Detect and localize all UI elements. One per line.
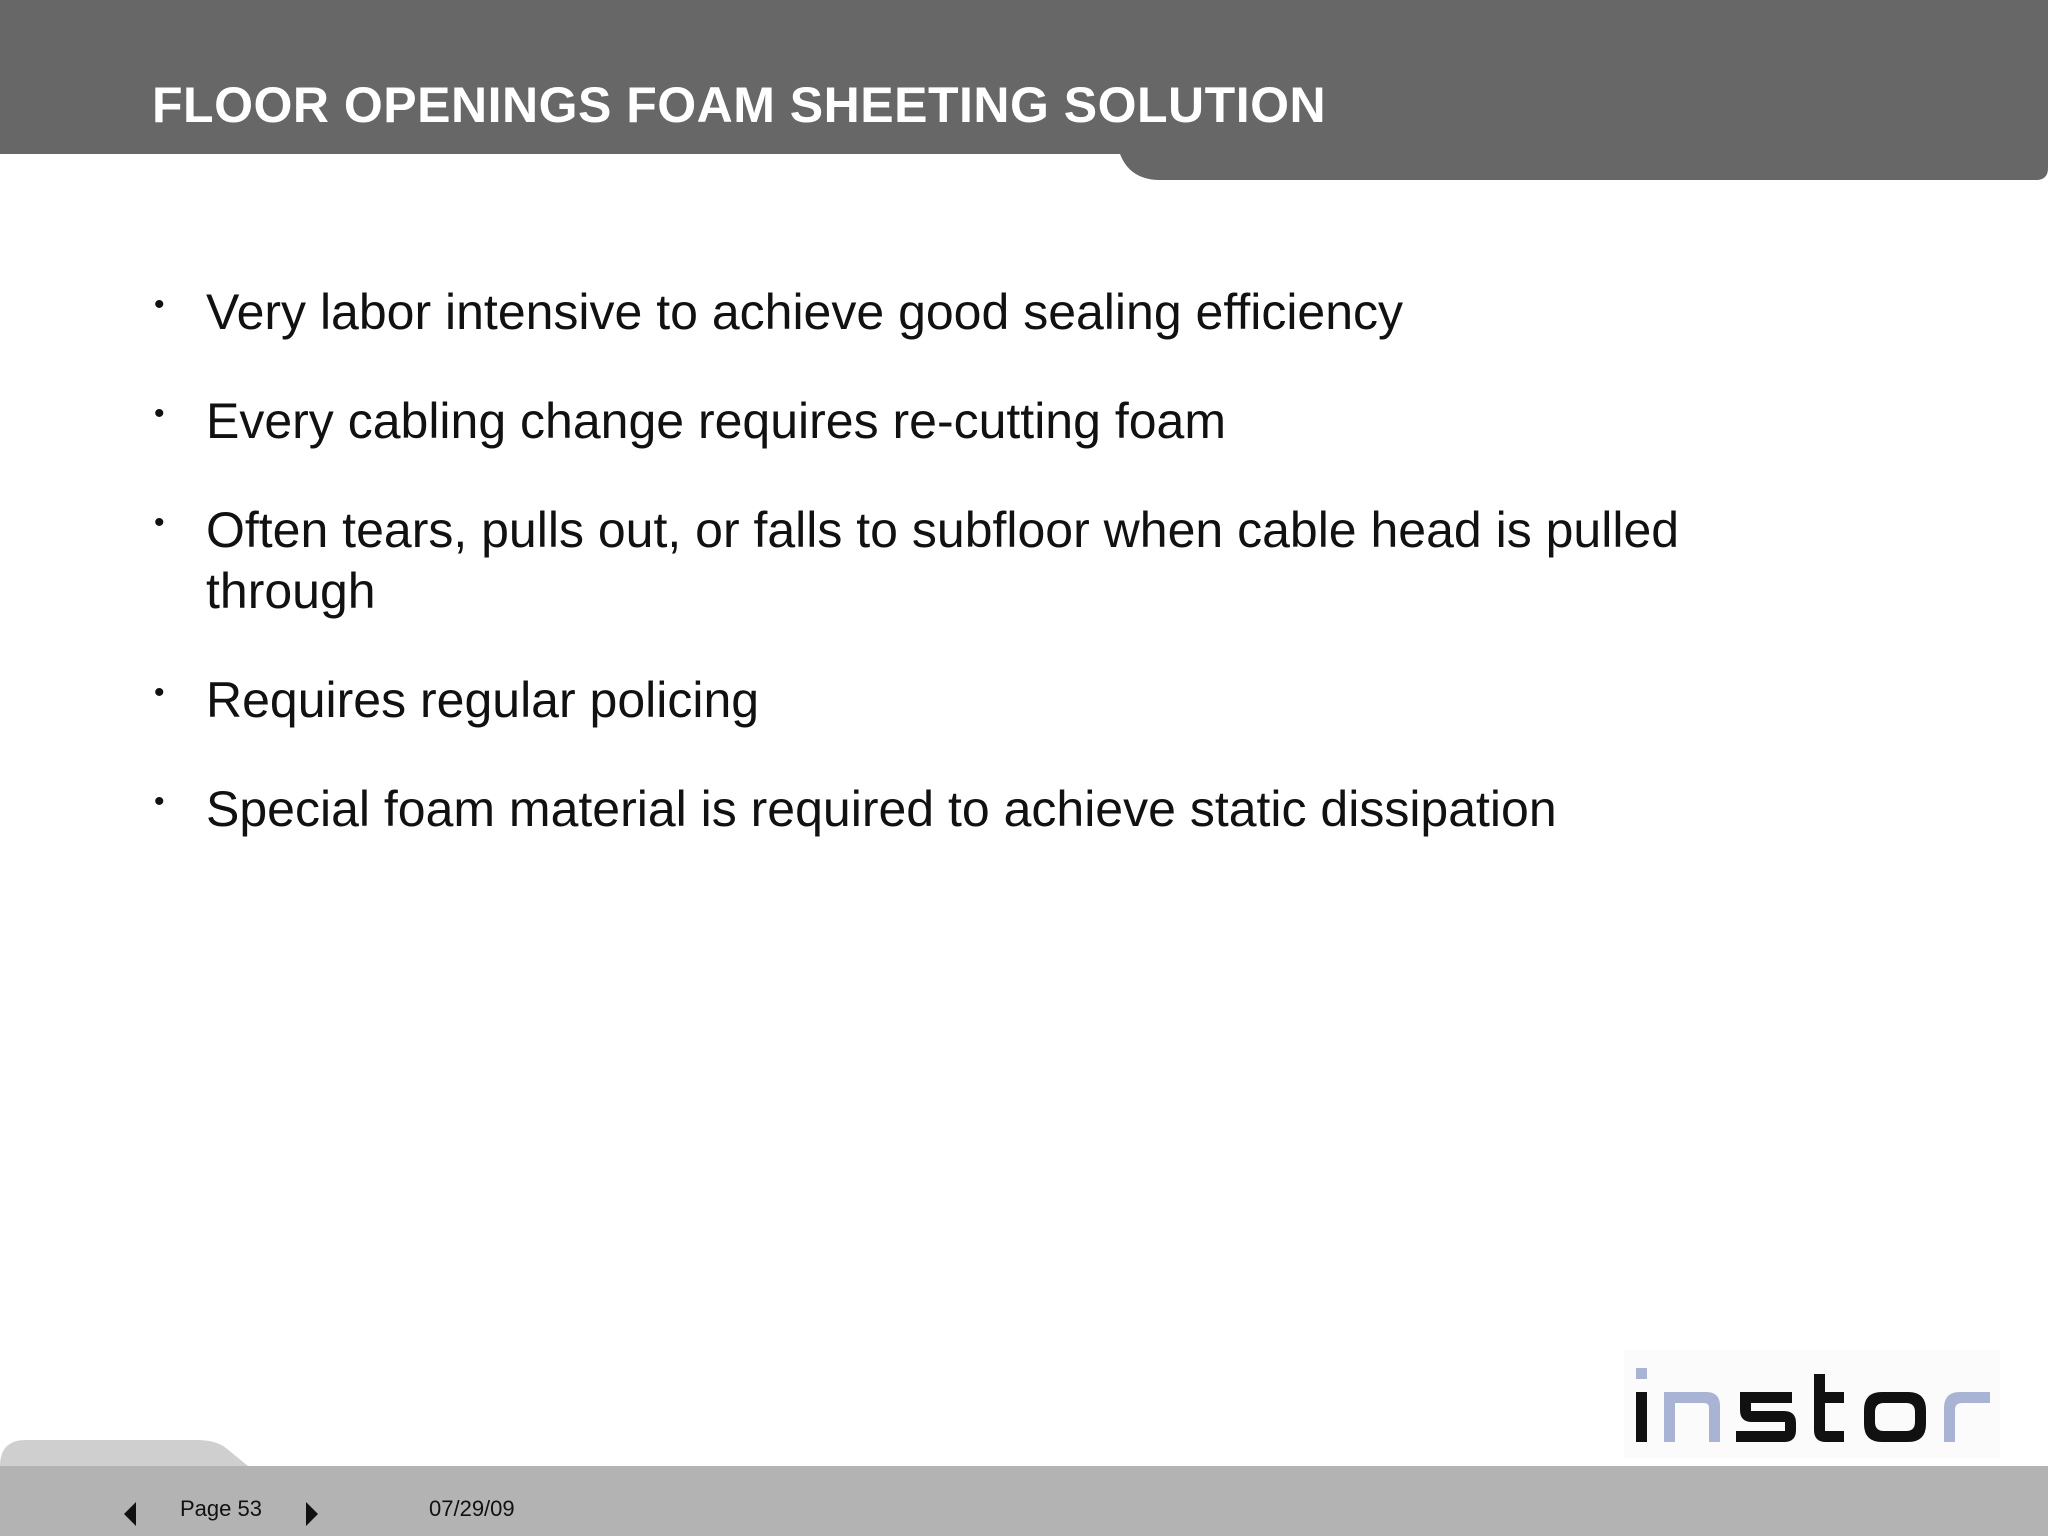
bullet-item: [150, 779, 1750, 840]
bullet-item: [150, 500, 1750, 622]
next-slide-button[interactable]: [300, 1500, 324, 1528]
bullet-text: Often tears, pulls out, or falls to subfloor when cable head is pulled through: [206, 502, 1680, 619]
bullet-item: [150, 282, 1750, 343]
triangle-left-icon: [120, 1500, 144, 1528]
triangle-right-icon: [300, 1500, 324, 1528]
bullet-item: [150, 391, 1750, 452]
bullet-dot-icon: •: [154, 785, 165, 818]
bullet-text: Every cabling change requires re-cutting foam: [206, 393, 1226, 449]
bullet-dot-icon: •: [154, 397, 165, 430]
prev-slide-button[interactable]: [120, 1500, 144, 1528]
bullet-dot-icon: •: [154, 676, 165, 709]
footer-bar: [0, 1440, 2048, 1536]
bullet-dot-icon: •: [154, 288, 165, 321]
page-number: Page 53: [180, 1496, 262, 1521]
bullet-text: Very labor intensive to achieve good sealing efficiency: [206, 284, 1404, 340]
bullet-text: Special foam material is required to achieve static dissipation: [206, 781, 1557, 837]
bullet-item: [150, 670, 1750, 731]
bullet-text: Requires regular policing: [206, 672, 760, 728]
slide-title: FLOOR OPENINGS FOAM SHEETING SOLUTION: [152, 77, 1327, 133]
footer-date: 07/29/09: [429, 1496, 515, 1521]
bullet-list: [150, 282, 1750, 888]
bullet-dot-icon: •: [154, 506, 165, 539]
header-band: [0, 0, 2048, 180]
